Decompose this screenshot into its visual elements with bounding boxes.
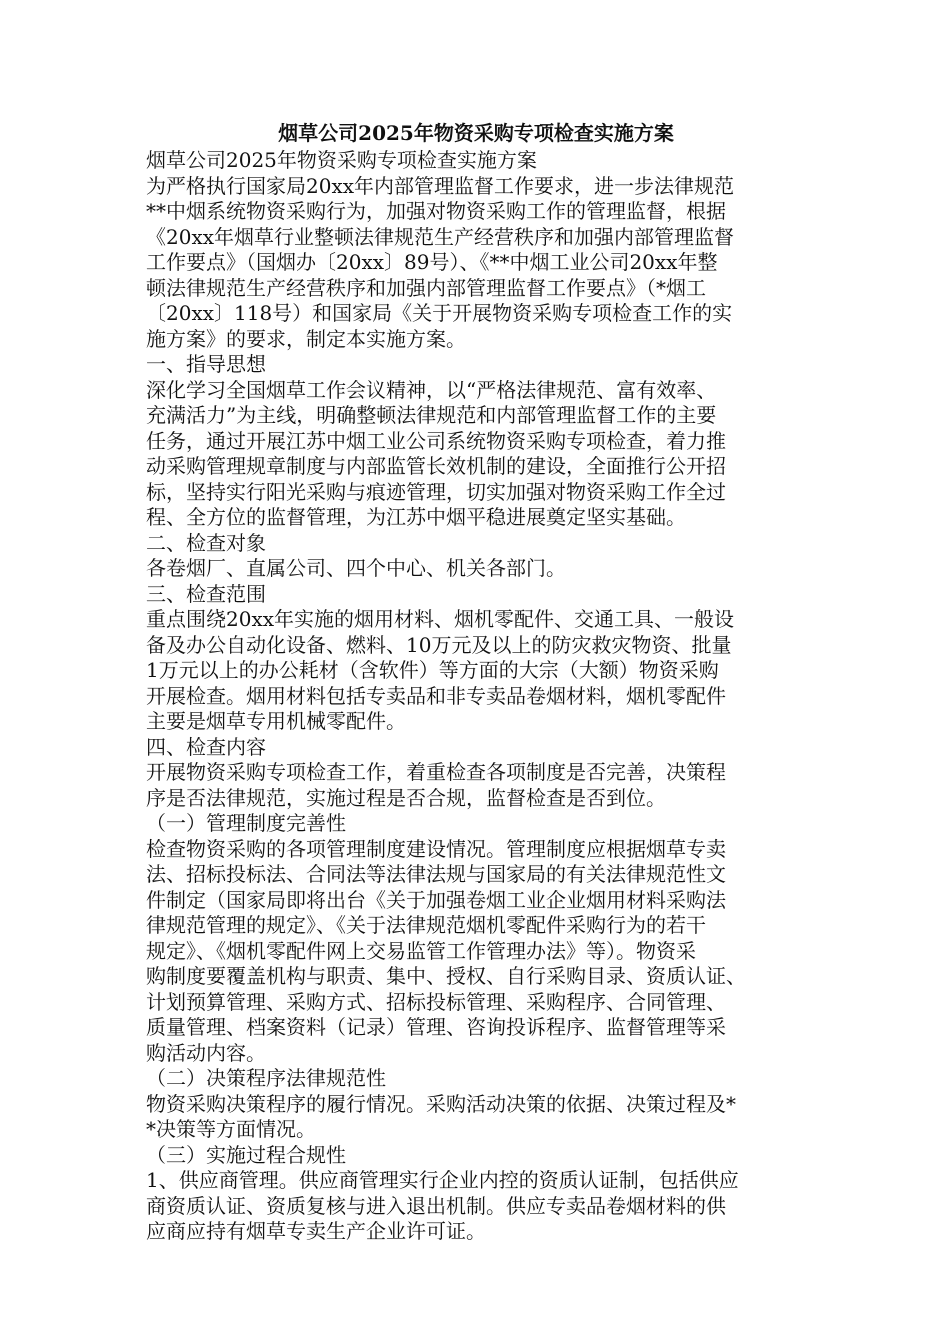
text-line: 购活动内容。 xyxy=(146,1040,266,1065)
text-line: 四、检查内容 xyxy=(146,734,266,759)
text-line: 开展物资采购专项检查工作，着重检查各项制度是否完善，决策程 xyxy=(146,760,726,784)
text-line: 《20xx年烟草行业整顿法律规范生产经营秩序和加强内部管理监督 xyxy=(146,224,735,249)
text-line: 一、指导思想 xyxy=(146,352,266,376)
text-line: 1万元以上的办公耗材（含软件）等方面的大宗（大额）物资采购 xyxy=(146,658,719,682)
text-line: 质量管理、档案资料（记录）管理、咨询投诉程序、监督管理等采 xyxy=(146,1015,726,1039)
text-line: 规定》、《烟机零配件网上交易监管工作管理办法》等）。物资采 xyxy=(146,938,696,963)
text-line: 三、检查范围 xyxy=(146,581,266,606)
text-line: 为严格执行国家局20xx年内部管理监督工作要求，进一步法律规范 xyxy=(146,173,735,198)
document-body xyxy=(146,148,806,1245)
text-line: 充满活力”为主线，明确整顿法律规范和内部管理监督工作的主要 xyxy=(146,403,717,427)
text-line: （二）决策程序法律规范性 xyxy=(146,1066,386,1090)
text-line: （一）管理制度完善性 xyxy=(146,811,346,835)
text-line: 计划预算管理、采购方式、招标投标管理、采购程序、合同管理、 xyxy=(146,989,726,1014)
text-line: 序是否法律规范，实施过程是否合规，监督检查是否到位。 xyxy=(146,785,666,810)
text-line: 深化学习全国烟草工作会议精神，以“严格法律规范、富有效率、 xyxy=(146,377,717,402)
text-line: 重点围绕20xx年实施的烟用材料、烟机零配件、交通工具、一般设 xyxy=(146,607,735,631)
document-title: 烟草公司2025年物资采购专项检查实施方案 xyxy=(278,121,674,145)
text-line: 程、全方位的监督管理，为江苏中烟平稳进展奠定坚实基础。 xyxy=(146,505,686,529)
text-line: 动采购管理规章制度与内部监管长效机制的建设，全面推行公开招 xyxy=(146,454,726,478)
text-line: 烟草公司2025年物资采购专项检查实施方案 xyxy=(146,148,537,172)
text-line: 任务，通过开展江苏中烟工业公司系统物资采购专项检查，着力推 xyxy=(146,428,726,453)
text-line: 开展检查。烟用材料包括专卖品和非专卖品卷烟材料，烟机零配件 xyxy=(146,683,726,708)
text-line: 标，坚持实行阳光采购与痕迹管理，切实加强对物资采购工作全过 xyxy=(146,479,726,504)
text-line: 检查物资采购的各项管理制度建设情况。管理制度应根据烟草专卖 xyxy=(146,836,726,861)
text-line: *决策等方面情况。 xyxy=(146,1117,316,1141)
text-line: 〔20xx〕118号）和国家局《关于开展物资采购专项检查工作的实 xyxy=(146,301,733,325)
text-line: 律规范管理的规定》、《关于法律规范烟机零配件采购行为的若干 xyxy=(146,913,706,937)
text-line: 二、检查对象 xyxy=(146,530,266,555)
text-line: 商资质认证、资质复核与进入退出机制。供应专卖品卷烟材料的供 xyxy=(146,1193,726,1218)
text-line: 施方案》的要求，制定本实施方案。 xyxy=(146,326,466,351)
text-line: 件制定（国家局即将出台《关于加强卷烟工业企业烟用材料采购法 xyxy=(146,887,726,912)
text-line: **中烟系统物资采购行为，加强对物资采购工作的管理监督，根据 xyxy=(146,199,726,223)
text-line: 顿法律规范生产经营秩序和加强内部管理监督工作要点》（*烟工 xyxy=(146,275,706,300)
text-line: 物资采购决策程序的履行情况。采购活动决策的依据、决策过程及* xyxy=(146,1091,736,1116)
text-line: 各卷烟厂、直属公司、四个中心、机关各部门。 xyxy=(146,556,566,580)
text-line: （三）实施过程合规性 xyxy=(146,1142,346,1167)
text-line: 1、供应商管理。供应商管理实行企业内控的资质认证制，包括供应 xyxy=(146,1168,739,1192)
document-page xyxy=(146,120,806,1245)
text-line: 法、招标投标法、合同法等法律法规与国家局的有关法律规范性文 xyxy=(146,862,726,886)
text-line: 购制度要覆盖机构与职责、集中、授权、自行采购目录、资质认证、 xyxy=(146,964,746,988)
text-line: 主要是烟草专用机械零配件。 xyxy=(146,709,406,733)
text-line: 应商应持有烟草专卖生产企业许可证。 xyxy=(146,1219,486,1243)
text-line: 工作要点》（国烟办〔20xx〕89号）、《**中烟工业公司20xx年整 xyxy=(146,250,718,274)
text-line: 备及办公自动化设备、燃料、10万元及以上的防灾救灾物资、批量 xyxy=(146,632,732,657)
